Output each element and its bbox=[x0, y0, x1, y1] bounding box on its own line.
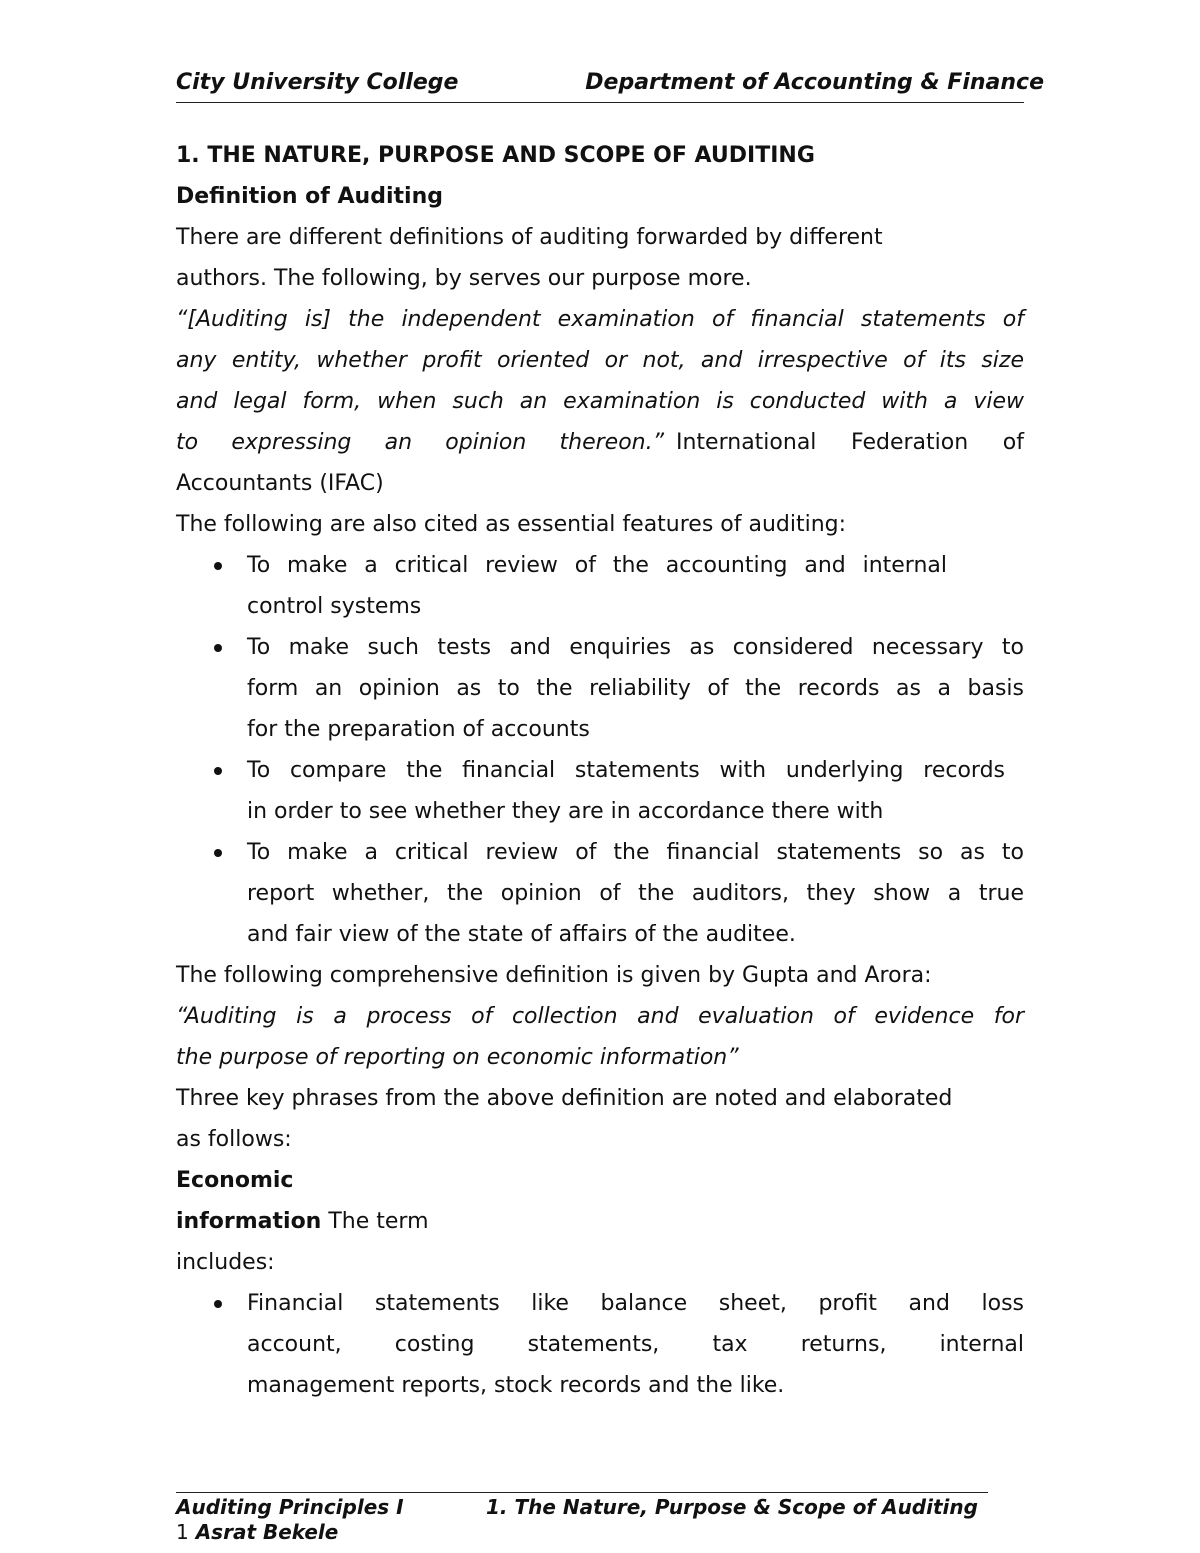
page-header bbox=[176, 66, 1044, 103]
list-item bbox=[176, 1283, 1024, 1406]
feature-4-line-3: and fair view of the state of affairs of the auditee. bbox=[247, 922, 796, 947]
feature-2-line-3: for the preparation of accounts bbox=[247, 717, 590, 742]
intro-line-2: authors. The following, by serves our purpose more. bbox=[176, 266, 752, 291]
footer-row bbox=[176, 1493, 988, 1521]
quote2-line-1: “Auditing is a process of collection and evaluation of evidence for bbox=[176, 1004, 1024, 1029]
feature-1-line-1: To make a critical review of the accounting and internal bbox=[247, 553, 947, 578]
footer-row-2 bbox=[176, 1521, 988, 1545]
feature-4-line-1: To make a critical review of the financial statements so as to bbox=[247, 840, 1024, 865]
quote1-source-b: Accountants (IFAC) bbox=[176, 471, 384, 496]
features-intro: The following are also cited as essential features of auditing: bbox=[176, 512, 847, 537]
intro-line-1: There are different definitions of auditing forwarded by different bbox=[176, 225, 883, 250]
phrases-intro-line-2: as follows: bbox=[176, 1127, 292, 1152]
econ-item-line-1: Financial statements like balance sheet, profit and loss bbox=[247, 1291, 1024, 1316]
page-footer bbox=[176, 1492, 988, 1545]
quote1-source-a: International Federation of bbox=[676, 430, 1024, 455]
phrases-intro-line-1: Three key phrases from the above definition are noted and elaborated bbox=[176, 1086, 953, 1111]
features-list bbox=[176, 545, 1024, 955]
gupta-intro: The following comprehensive definition is given by Gupta and Arora: bbox=[176, 963, 932, 988]
quote1-line-1: “[Auditing is] the independent examination of financial statements of bbox=[176, 307, 1024, 332]
section-title: Definition of Auditing bbox=[176, 184, 443, 209]
quote1-line-3: and legal form, when such an examination is conducted with a view bbox=[176, 389, 1024, 414]
footer-course: Auditing Principles I bbox=[176, 1495, 404, 1519]
page-number: 1 bbox=[176, 1520, 189, 1544]
quote1-line-2: any entity, whether profit oriented or not, and irrespective of its size bbox=[176, 348, 1024, 373]
quote1-last: to expressing an opinion thereon.” bbox=[176, 430, 664, 455]
econ-item-line-3: management reports, stock records and the like. bbox=[247, 1373, 785, 1398]
econ-heading-2: information bbox=[176, 1209, 322, 1234]
feature-4-line-2: report whether, the opinion of the auditors, they show a true bbox=[247, 881, 1024, 906]
quote2-line-2: the purpose of reporting on economic information” bbox=[176, 1045, 739, 1070]
list-item bbox=[176, 750, 1024, 832]
econ-heading-row bbox=[176, 1201, 1024, 1242]
econ-item-line-2: account, costing statements, tax returns, internal bbox=[247, 1332, 1024, 1357]
feature-1-line-2: control systems bbox=[247, 594, 422, 619]
econ-text-1: The term bbox=[321, 1209, 429, 1234]
footer-author: Asrat Bekele bbox=[195, 1520, 339, 1544]
feature-3-line-2: in order to see whether they are in accordance there with bbox=[247, 799, 884, 824]
list-item bbox=[176, 627, 1024, 750]
chapter-title: 1. THE NATURE, PURPOSE AND SCOPE OF AUDITING bbox=[176, 143, 815, 168]
econ-text-2: includes: bbox=[176, 1250, 275, 1275]
econ-list bbox=[176, 1283, 1024, 1406]
list-item bbox=[176, 545, 1024, 627]
quote1-line-4 bbox=[176, 422, 1024, 463]
list-item bbox=[176, 832, 1024, 955]
document-body bbox=[176, 135, 1024, 1406]
header-institution: City University College bbox=[176, 70, 459, 95]
feature-3-line-1: To compare the financial statements with underlying records bbox=[247, 758, 1005, 783]
footer-chapter: 1. The Nature, Purpose & Scope of Auditing bbox=[486, 1495, 978, 1519]
header-department: Department of Accounting & Finance bbox=[585, 70, 1044, 95]
feature-2-line-1: To make such tests and enquiries as considered necessary to bbox=[247, 635, 1024, 660]
feature-2-line-2: form an opinion as to the reliability of the records as a basis bbox=[247, 676, 1024, 701]
econ-heading-1: Economic bbox=[176, 1168, 294, 1193]
